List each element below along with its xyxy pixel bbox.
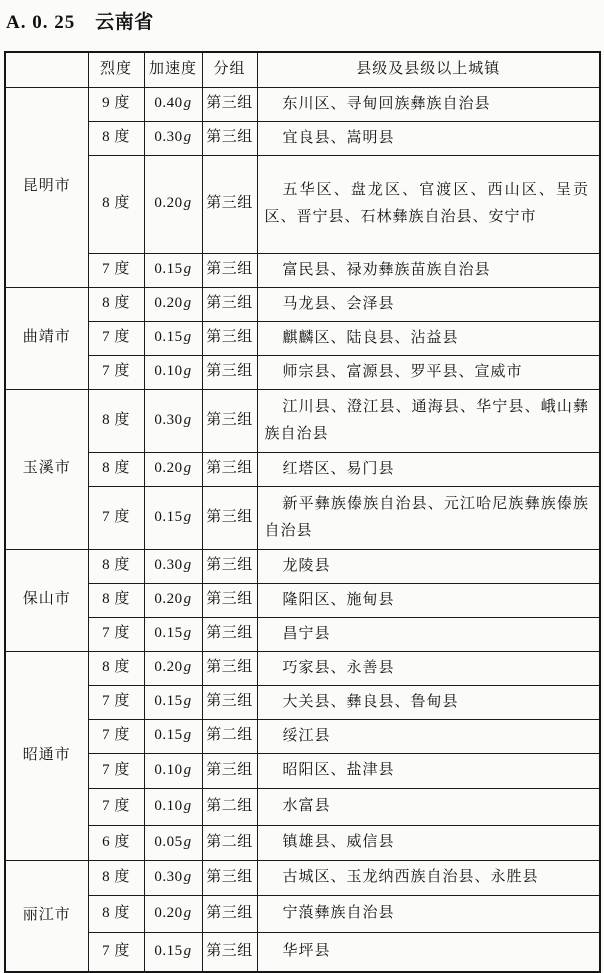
group-cell: 第三组 (202, 651, 257, 685)
table-row (5, 788, 600, 825)
accel-value: 0.30 (154, 557, 183, 574)
towns-cell: 红塔区、易门县 (257, 452, 600, 486)
group-cell: 第三组 (202, 87, 257, 121)
acceleration-cell (144, 121, 202, 155)
accel-unit: g (183, 329, 192, 346)
towns-cell: 麒麟区、陆良县、沾益县 (257, 321, 600, 355)
intensity-cell: 8 度 (88, 860, 144, 895)
towns-cell: 水富县 (257, 788, 600, 825)
table-row (5, 583, 600, 617)
city-cell-qujing: 曲靖市 (5, 287, 88, 389)
accel-unit: g (183, 868, 192, 885)
acceleration-cell (144, 651, 202, 685)
accel-value: 0.15 (154, 261, 183, 278)
intensity-cell: 7 度 (88, 932, 144, 972)
towns-cell: 富民县、禄劝彝族苗族自治县 (257, 253, 600, 287)
accel-value: 0.10 (154, 363, 183, 380)
city-cell-zhaotong: 昭通市 (5, 651, 88, 860)
intensity-cell: 6 度 (88, 825, 144, 860)
intensity-cell: 7 度 (88, 719, 144, 753)
group-cell: 第三组 (202, 685, 257, 719)
accel-unit: g (183, 460, 192, 477)
towns-cell: 华坪县 (257, 932, 600, 972)
table-row (5, 932, 600, 972)
accel-unit: g (183, 295, 192, 312)
accel-unit: g (183, 833, 192, 850)
acceleration-cell (144, 287, 202, 321)
section-title (6, 7, 600, 34)
accel-value: 0.10 (154, 797, 183, 814)
accel-value: 0.15 (154, 693, 183, 710)
towns-cell: 巧家县、永善县 (257, 651, 600, 685)
accel-unit: g (183, 904, 192, 921)
acceleration-cell (144, 87, 202, 121)
accel-value: 0.15 (154, 508, 183, 525)
city-cell-baoshan: 保山市 (5, 549, 88, 651)
table-row (5, 895, 600, 932)
table-row (5, 287, 600, 321)
group-cell: 第三组 (202, 321, 257, 355)
header-city-blank (5, 52, 88, 87)
group-cell: 第三组 (202, 389, 257, 452)
towns-cell: 镇雄县、威信县 (257, 825, 600, 860)
towns-cell: 江川县、澄江县、通海县、华宁县、峨山彝族自治县 (257, 389, 600, 452)
towns-cell: 古城区、玉龙纳西族自治县、永胜县 (257, 860, 600, 895)
accel-value: 0.20 (154, 195, 183, 212)
table-row (5, 486, 600, 549)
accel-value: 0.15 (154, 329, 183, 346)
accel-value: 0.30 (154, 411, 183, 428)
group-cell: 第三组 (202, 617, 257, 651)
accel-unit: g (183, 693, 192, 710)
accel-value: 0.15 (154, 943, 183, 960)
towns-cell: 宜良县、嵩明县 (257, 121, 600, 155)
intensity-cell: 7 度 (88, 788, 144, 825)
towns-cell: 马龙县、会泽县 (257, 287, 600, 321)
accel-value: 0.15 (154, 727, 183, 744)
header-intensity: 烈度 (88, 52, 144, 87)
acceleration-cell (144, 486, 202, 549)
acceleration-cell (144, 788, 202, 825)
section-name: 云南省 (95, 12, 154, 33)
towns-cell: 绥江县 (257, 719, 600, 753)
table-row (5, 825, 600, 860)
accel-unit: g (183, 625, 192, 642)
acceleration-cell (144, 895, 202, 932)
accel-value: 0.15 (154, 625, 183, 642)
towns-cell: 宁蒗彝族自治县 (257, 895, 600, 932)
acceleration-cell (144, 825, 202, 860)
acceleration-cell (144, 549, 202, 583)
towns-cell: 大关县、彝良县、鲁甸县 (257, 685, 600, 719)
intensity-cell: 8 度 (88, 549, 144, 583)
intensity-cell: 8 度 (88, 895, 144, 932)
acceleration-cell (144, 685, 202, 719)
intensity-cell: 8 度 (88, 583, 144, 617)
group-cell: 第三组 (202, 932, 257, 972)
towns-cell: 师宗县、富源县、罗平县、宣威市 (257, 355, 600, 389)
towns-cell: 五华区、盘龙区、官渡区、西山区、呈贡区、晋宁县、石林彝族自治县、安宁市 (257, 155, 600, 253)
city-cell-lijiang: 丽江市 (5, 860, 88, 972)
group-cell: 第三组 (202, 486, 257, 549)
accel-unit: g (183, 508, 192, 525)
group-cell: 第三组 (202, 860, 257, 895)
intensity-cell: 8 度 (88, 389, 144, 452)
group-cell: 第三组 (202, 253, 257, 287)
intensity-cell: 7 度 (88, 685, 144, 719)
intensity-cell: 8 度 (88, 155, 144, 253)
acceleration-cell (144, 753, 202, 788)
group-cell: 第三组 (202, 549, 257, 583)
accel-value: 0.10 (154, 761, 183, 778)
towns-cell: 东川区、寻甸回族彝族自治县 (257, 87, 600, 121)
accel-unit: g (183, 95, 192, 112)
table-row (5, 617, 600, 651)
acceleration-cell (144, 452, 202, 486)
towns-cell: 隆阳区、施甸县 (257, 583, 600, 617)
accel-unit: g (183, 659, 192, 676)
header-towns: 县级及县级以上城镇 (257, 52, 600, 87)
accel-unit: g (183, 195, 192, 212)
accel-unit: g (183, 591, 192, 608)
accel-value: 0.20 (154, 591, 183, 608)
table-row (5, 549, 600, 583)
table-row (5, 321, 600, 355)
acceleration-cell (144, 932, 202, 972)
accel-unit: g (183, 797, 192, 814)
table-row (5, 355, 600, 389)
accel-unit: g (183, 761, 192, 778)
table-row (5, 121, 600, 155)
table-row (5, 719, 600, 753)
table-row (5, 87, 600, 121)
accel-unit: g (183, 411, 192, 428)
group-cell: 第三组 (202, 583, 257, 617)
towns-cell: 新平彝族傣族自治县、元江哈尼族彝族傣族自治县 (257, 486, 600, 549)
acceleration-cell (144, 860, 202, 895)
acceleration-cell (144, 155, 202, 253)
seismic-parameters-table (4, 51, 601, 973)
intensity-cell: 9 度 (88, 87, 144, 121)
table-row (5, 389, 600, 452)
group-cell: 第三组 (202, 355, 257, 389)
section-number: A. 0. 25 (6, 12, 76, 33)
group-cell: 第三组 (202, 452, 257, 486)
city-cell-kunming: 昆明市 (5, 87, 88, 287)
header-group: 分组 (202, 52, 257, 87)
group-cell: 第二组 (202, 788, 257, 825)
acceleration-cell (144, 355, 202, 389)
accel-value: 0.20 (154, 659, 183, 676)
towns-cell: 昌宁县 (257, 617, 600, 651)
acceleration-cell (144, 321, 202, 355)
acceleration-cell (144, 253, 202, 287)
accel-unit: g (183, 261, 192, 278)
accel-value: 0.30 (154, 129, 183, 146)
acceleration-cell (144, 389, 202, 452)
table-row (5, 685, 600, 719)
intensity-cell: 7 度 (88, 617, 144, 651)
table-row (5, 753, 600, 788)
intensity-cell: 8 度 (88, 651, 144, 685)
header-acceleration: 加速度 (144, 52, 202, 87)
acceleration-cell (144, 719, 202, 753)
acceleration-cell (144, 583, 202, 617)
accel-value: 0.05 (154, 833, 183, 850)
intensity-cell: 7 度 (88, 486, 144, 549)
table-row (5, 452, 600, 486)
intensity-cell: 8 度 (88, 121, 144, 155)
towns-cell: 龙陵县 (257, 549, 600, 583)
intensity-cell: 8 度 (88, 287, 144, 321)
table-row (5, 155, 600, 253)
accel-unit: g (183, 557, 192, 574)
accel-unit: g (183, 129, 192, 146)
table-row (5, 860, 600, 895)
acceleration-cell (144, 617, 202, 651)
intensity-cell: 7 度 (88, 355, 144, 389)
header-row (5, 52, 600, 87)
group-cell: 第三组 (202, 895, 257, 932)
towns-cell: 昭阳区、盐津县 (257, 753, 600, 788)
accel-value: 0.20 (154, 904, 183, 921)
accel-value: 0.40 (154, 95, 183, 112)
accel-value: 0.30 (154, 868, 183, 885)
intensity-cell: 7 度 (88, 753, 144, 788)
table-row (5, 651, 600, 685)
table-row (5, 253, 600, 287)
group-cell: 第三组 (202, 287, 257, 321)
group-cell: 第二组 (202, 719, 257, 753)
group-cell: 第三组 (202, 121, 257, 155)
accel-value: 0.20 (154, 460, 183, 477)
group-cell: 第三组 (202, 753, 257, 788)
accel-unit: g (183, 943, 192, 960)
intensity-cell: 7 度 (88, 321, 144, 355)
intensity-cell: 7 度 (88, 253, 144, 287)
group-cell: 第三组 (202, 155, 257, 253)
accel-unit: g (183, 363, 192, 380)
city-cell-yuxi: 玉溪市 (5, 389, 88, 549)
accel-unit: g (183, 727, 192, 744)
group-cell: 第二组 (202, 825, 257, 860)
intensity-cell: 8 度 (88, 452, 144, 486)
accel-value: 0.20 (154, 295, 183, 312)
